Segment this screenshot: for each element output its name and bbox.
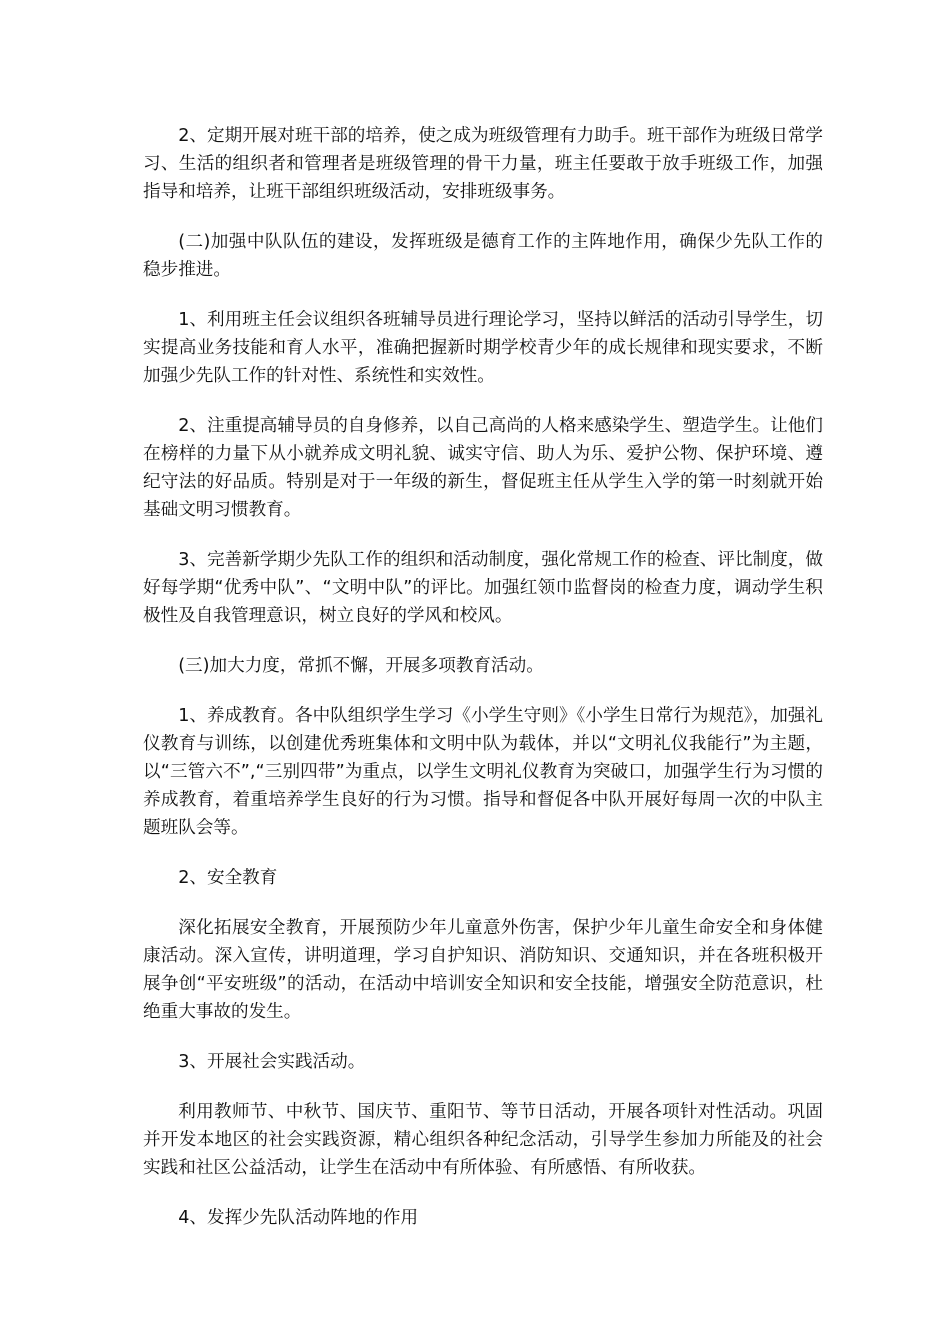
paragraph-cadre-training: 2、定期开展对班干部的培养，使之成为班级管理有力助手。班干部作为班级日常学习、生活的组织者和管理者是班级管理的骨干力量，班主任要敢于放手班级工作，加强指导和培养，让班干部组织班级活动，安排班级事务。 [143,126,823,202]
paragraph-activity-base-heading: 4、发挥少先队活动阵地的作用 [178,1208,419,1228]
paragraph-theory-study: 1、利用班主任会议组织各班辅导员进行理论学习，坚持以鲜活的活动引导学生，切实提高业务技能和育人水平，准确把握新时期学校青少年的成长规律和现实要求，不断加强少先队工作的针对性、系统性和实效性。 [143,310,823,386]
paragraph-organization-system: 3、完善新学期少先队工作的组织和活动制度，强化常规工作的检查、评比制度，做好每学期“优秀中队”、“文明中队”的评比。加强红领巾监督岗的检查力度，调动学生积极性及自我管理意识，树立良好的学风和校风。 [143,550,823,626]
paragraph-social-practice: 利用教师节、中秋节、国庆节、重阳节、等节日活动，开展各项针对性活动。巩固并开发本地区的社会实践资源，精心组织各种纪念活动，引导学生参加力所能及的社会实践和社区公益活动，让学生在活动中有所体验、有所感悟、有所收获。 [143,1102,823,1178]
paragraph-habit-education: 1、养成教育。各中队组织学生学习《小学生守则》《小学生日常行为规范》，加强礼仪教育与训练，以创建优秀班集体和文明中队为载体，并以“文明礼仪我能行”为主题，以“三管六不”,“三别四带”为重点，以学生文明礼仪教育为突破口，加强学生行为习惯的养成教育，着重培养学生良好的行为习惯。指导和督促各中队开展好每周一次的中队主题班队会等。 [143,706,823,838]
paragraph-section-three-heading: (三)加大力度，常抓不懈，开展多项教育活动。 [178,656,544,676]
paragraph-safety-heading: 2、安全教育 [178,868,278,888]
document-body [143,122,823,1232]
paragraph-safety-education: 深化拓展安全教育，开展预防少年儿童意外伤害，保护少年儿童生命安全和身体健康活动。深入宣传，讲明道理，学习自护知识、消防知识、交通知识，并在各班积极开展争创“平安班级”的活动，在活动中培训安全知识和安全技能，增强安全防范意识，杜绝重大事故的发生。 [143,918,823,1022]
paragraph-social-practice-heading: 3、开展社会实践活动。 [178,1052,366,1072]
paragraph-section-two-heading: (二)加强中队队伍的建设，发挥班级是德育工作的主阵地作用，确保少先队工作的稳步推进。 [143,232,823,280]
paragraph-counselor-cultivation: 2、注重提高辅导员的自身修养，以自己高尚的人格来感染学生、塑造学生。让他们在榜样的力量下从小就养成文明礼貌、诚实守信、助人为乐、爱护公物、保护环境、遵纪守法的好品质。特别是对于一年级的新生，督促班主任从学生入学的第一时刻就开始基础文明习惯教育。 [143,416,823,520]
